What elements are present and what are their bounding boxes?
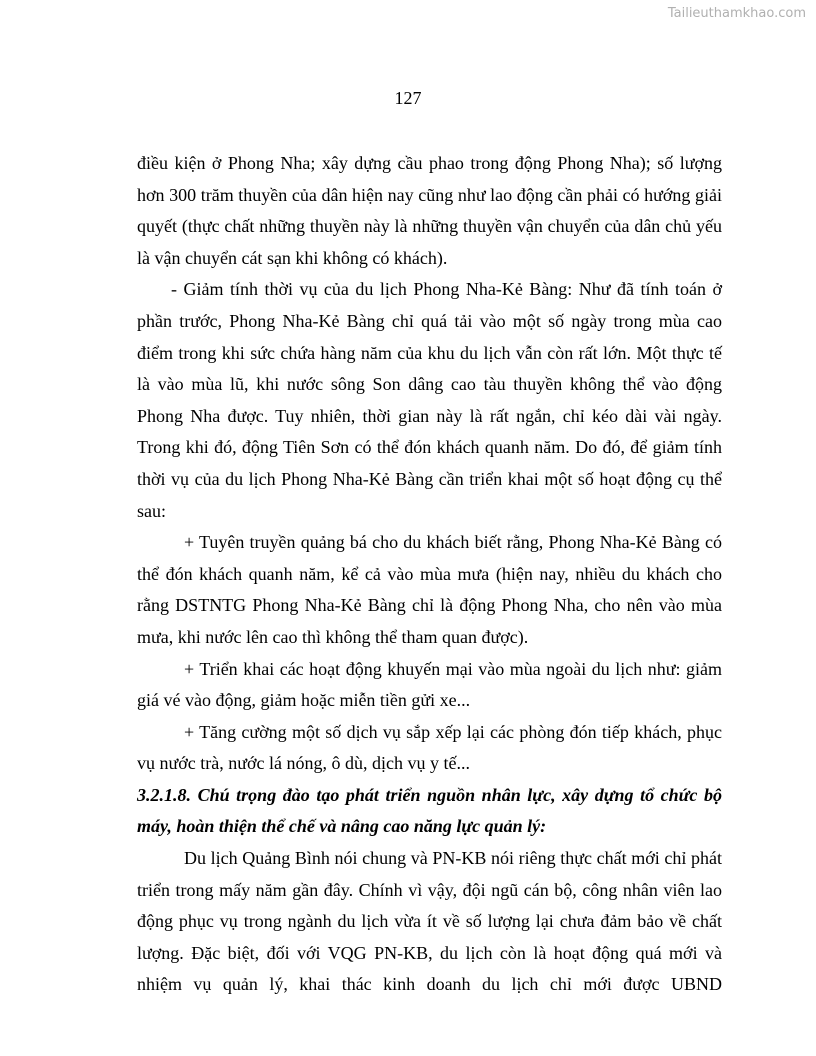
paragraph-continuation: điều kiện ở Phong Nha; xây dựng cầu phao trong động Phong Nha); số lượng hơn 300 trăm thuyền của dân hiện nay cũng như lao động cần phải có hướng giải quyết (thực chất những thuyền này là những thuyền vận chuyển của dân chủ yếu là vận chuyển cát sạn khi không có khách). bbox=[137, 153, 722, 268]
paragraph-services: + Tăng cường một số dịch vụ sắp xếp lại các phòng đón tiếp khách, phục vụ nước trà, nước lá nóng, ô dù, dịch vụ y tế... bbox=[137, 721, 722, 774]
paragraph-discounts: + Triển khai các hoạt động khuyến mại vào mùa ngoài du lịch như: giảm giá vé vào động, giảm hoặc miễn tiền gửi xe... bbox=[137, 658, 722, 711]
watermark: Tailieuthamkhao.com bbox=[667, 6, 806, 21]
paragraph-human-resources: Du lịch Quảng Bình nói chung và PN-KB nói riêng thực chất mới chỉ phát triển trong mấy năm gần đây. Chính vì vậy, đội ngũ cán bộ, công nhân viên lao động phục vụ trong ngành du lịch vừa ít về số lượng lại chưa đảm bảo về chất lượng. Đặc biệt, đối với VQG PN-KB, du lịch còn là hoạt động quá mới và nhiệm vụ quản lý, khai thác kinh doanh du lịch chỉ mới được UBND bbox=[137, 848, 722, 995]
body-text bbox=[137, 148, 722, 1001]
paragraph-seasonality: - Giảm tính thời vụ của du lịch Phong Nha-Kẻ Bàng: Như đã tính toán ở phần trước, Phong Nha-Kẻ Bàng chỉ quá tải vào một số ngày trong mùa cao điểm trong khi sức chứa hàng năm của khu du lịch vẫn còn rất lớn. Một thực tế là vào mùa lũ, khi nước sông Son dâng cao tàu thuyền không thể vào động Phong Nha được. Tuy nhiên, thời gian này là rất ngắn, chỉ kéo dài vài ngày. Trong khi đó, động Tiên Sơn có thể đón khách quanh năm. Do đó, để giảm tính thời vụ của du lịch Phong Nha-Kẻ Bàng cần triển khai một số hoạt động cụ thể sau: bbox=[137, 279, 722, 521]
section-heading: 3.2.1.8. Chú trọng đào tạo phát triển nguồn nhân lực, xây dựng tổ chức bộ máy, hoàn thiện thể chế và nâng cao năng lực quản lý: bbox=[137, 784, 722, 837]
page-number: 127 bbox=[394, 88, 422, 108]
paragraph-promotion: + Tuyên truyền quảng bá cho du khách biết rằng, Phong Nha-Kẻ Bàng có thể đón khách quanh năm, kể cả vào mùa mưa (hiện nay, nhiều du khách cho rằng DSTNTG Phong Nha-Kẻ Bàng chỉ là động Phong Nha, cho nên vào mùa mưa, khi nước lên cao thì không thể tham quan được). bbox=[137, 532, 722, 647]
